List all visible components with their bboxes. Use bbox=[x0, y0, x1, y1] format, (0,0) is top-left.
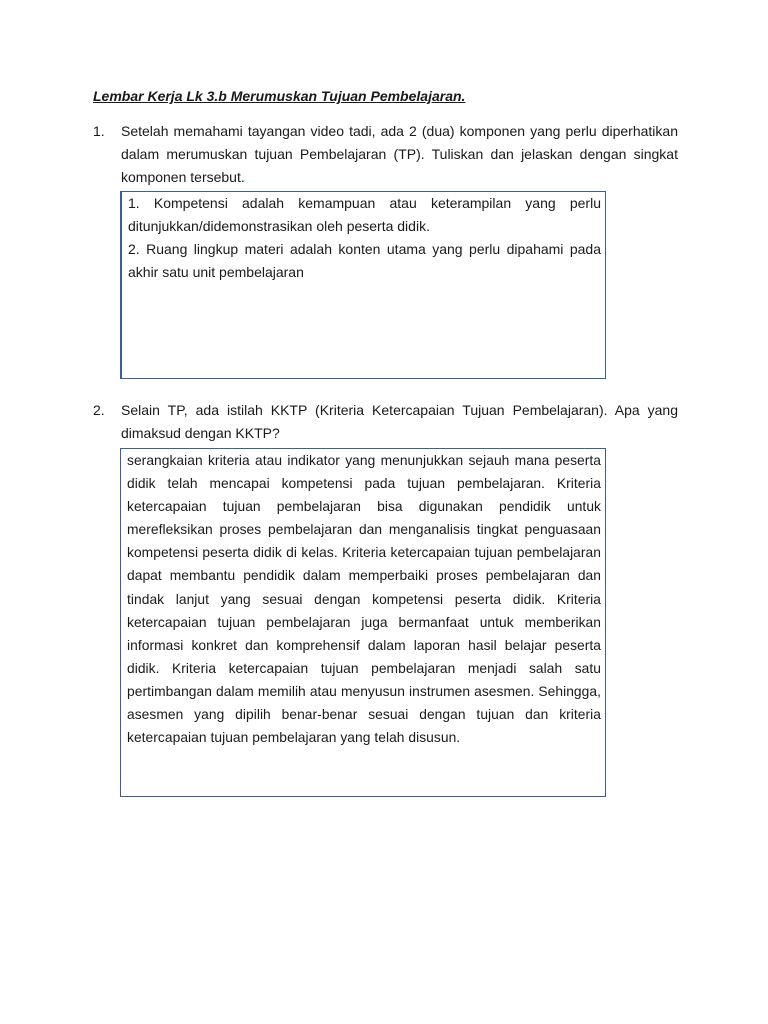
question-2-number: 2. bbox=[93, 402, 105, 418]
question-1-text: Setelah memahami tayangan video tadi, ada 2 (dua) komponen yang perlu diperhatikan dalam merumuskan tujuan Pembelajaran (TP). Tuliskan dan jelaskan dengan singkat komponen tersebut. bbox=[121, 123, 678, 185]
answer-1-item-2: 2. Ruang lingkup materi adalah konten utama yang perlu dipahami pada akhir satu unit pembelajaran bbox=[128, 241, 601, 280]
question-2-answer-box[interactable] bbox=[120, 448, 606, 797]
question-1-answer-box[interactable] bbox=[120, 191, 606, 379]
answer-2-paragraph: serangkaian kriteria atau indikator yang menunjukkan sejauh mana peserta didik telah mencapai kompetensi pada tujuan pembelajaran. Kriteria ketercapaian tujuan pembelajaran bisa digunakan pendidik untuk merefleksikan proses pembelajaran dan menganalisis tingkat penguasaan kompetensi peserta didik di kelas. Kriteria ketercapaian tujuan pembelajaran dapat membantu pendidik dalam memperbaiki proses pembelajaran dan tindak lanjut yang sesuai dengan kompetensi peserta didik. Kriteria ketercapaian tujuan pembelajaran juga bermanfaat untuk memberikan informasi konkret dan komprehensif dalam laporan hasil belajar peserta didik. Kriteria ketercapaian tujuan pembelajaran menjadi salah satu pertimbangan dalam memilih atau menyusun instrumen asesmen. Sehingga, asesmen yang dipilih benar-benar sesuai dengan tujuan dan kriteria ketercapaian tujuan pembelajaran yang telah disusun. bbox=[127, 453, 601, 746]
worksheet-title: Lembar Kerja Lk 3.b Merumuskan Tujuan Pembelajaran. bbox=[93, 88, 466, 104]
question-2-text: Selain TP, ada istilah KKTP (Kriteria Ketercapaian Tujuan Pembelajaran). Apa yang dimaksud dengan KKTP? bbox=[121, 402, 678, 441]
question-1-number: 1. bbox=[93, 123, 105, 139]
answer-1-item-1: 1. Kompetensi adalah kemampuan atau keterampilan yang perlu ditunjukkan/didemonstrasikan oleh peserta didik. bbox=[128, 195, 601, 234]
